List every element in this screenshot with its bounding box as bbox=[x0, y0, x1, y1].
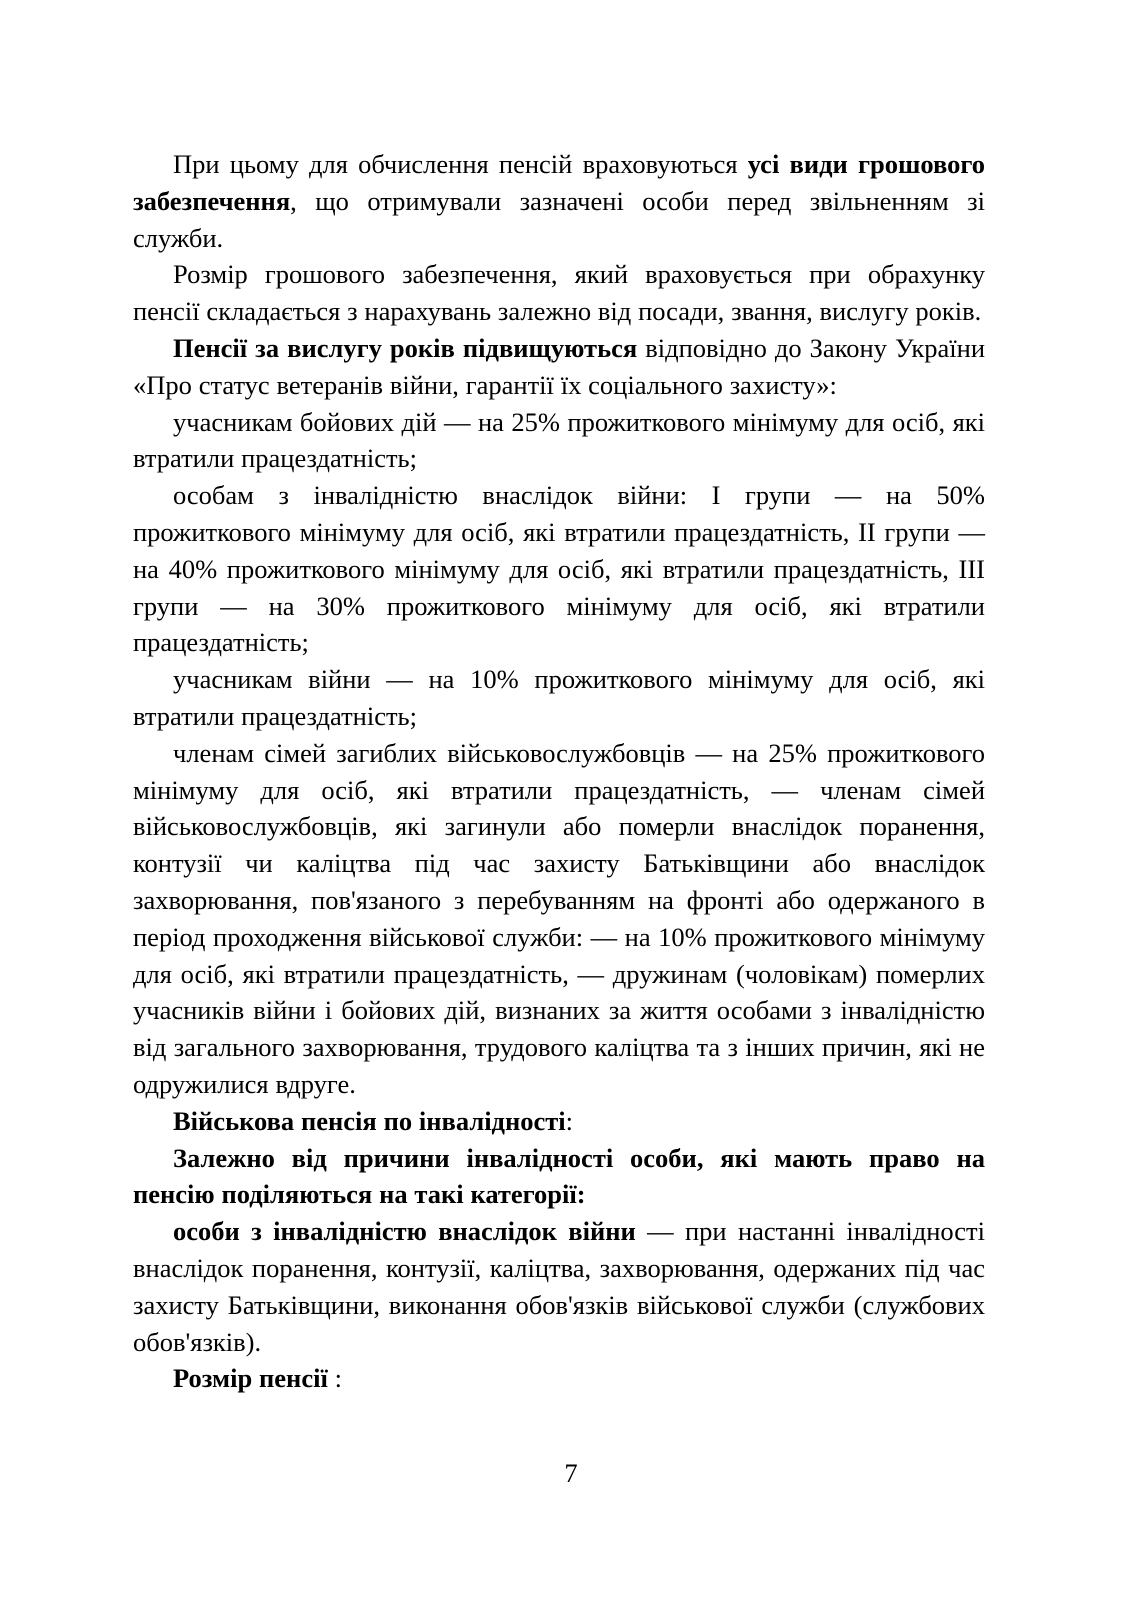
text-run: : bbox=[327, 1363, 343, 1394]
text-run: особам з інвалідністю внаслідок війни: І групи — на 50% прожиткового мінімуму для осіб, які втратили працездатність, ІІ групи — на 40% прожиткового мінімуму для осіб, які втратили працездатність, ІІІ групи — на 30% прожиткового мінімуму для осіб, які втратили працездатність; bbox=[133, 480, 985, 658]
emphasis-run: Пенсії за вислугу років підвищуються bbox=[173, 332, 638, 363]
paragraph bbox=[133, 404, 985, 478]
text-run: При цьому для обчислення пенсій враховуються bbox=[173, 149, 748, 179]
page-number: 7 bbox=[564, 1458, 578, 1488]
paragraph bbox=[133, 735, 985, 1103]
paragraph bbox=[133, 1360, 985, 1397]
paragraph bbox=[133, 330, 985, 404]
paragraph bbox=[133, 1213, 985, 1360]
text-run: : bbox=[565, 1105, 574, 1136]
emphasis-run: Залежно від причини інвалідності особи, які мають право на пенсію поділяються на такі категорії: bbox=[133, 1142, 985, 1210]
paragraph bbox=[133, 477, 985, 661]
text-run: членам сімей загиблих військовослужбовців — на 25% прожиткового мінімуму для осіб, які втратили працездатність, — членам сімей військовослужбовців, які загинули або померли внаслідок поранення, контузії чи каліцтва під час захисту Батьківщини або внаслідок захворювання, пов'язаного з перебуванням на фронті або одержаного в період проходження військової служби: — на 10% прожиткового мінімуму для осіб, які втратили працездатність, — дружинам (чоловікам) померлих учасників війни і бойових дій, визнаних за життя особами з інвалідністю від загального захворювання, трудового каліцтва та з інших причин, які не одружилися вдруге. bbox=[133, 737, 985, 1099]
paragraph bbox=[133, 1103, 985, 1140]
emphasis-run: особи з інвалідністю внаслідок війни bbox=[173, 1216, 636, 1247]
paragraph bbox=[133, 146, 985, 256]
text-run: — при настанні інвалідності внаслідок поранення, контузії, каліцтва, захворювання, одержаних під час захисту Батьківщини, виконання обов'язків військової служби (службових обов'язків). bbox=[133, 1216, 985, 1357]
text-run: , що отримували зазначені особи перед звільненням зі служби. bbox=[133, 185, 985, 253]
emphasis-run: Розмір пенсії bbox=[173, 1363, 328, 1394]
text-run: Розмір грошового забезпечення, який враховується при обрахунку пенсії складається з нарахувань залежно від посади, звання, вислугу років. bbox=[133, 259, 985, 327]
text-run: учасникам бойових дій — на 25% прожиткового мінімуму для осіб, які втратили працездатність; bbox=[133, 406, 985, 474]
text-run: учасникам війни — на 10% прожиткового мінімуму для осіб, які втратили працездатність; bbox=[133, 664, 985, 731]
text-column bbox=[133, 146, 985, 1397]
paragraph bbox=[133, 256, 985, 330]
emphasis-run: Військова пенсія по інвалідності bbox=[173, 1105, 566, 1136]
text-run: відповідно до Закону України «Про статус ветеранів війни, гарантії їх соціального захисту»: bbox=[133, 332, 985, 400]
emphasis-run: усі види грошового забезпечення bbox=[133, 149, 985, 216]
paragraph bbox=[133, 1140, 985, 1214]
paragraph bbox=[133, 661, 985, 735]
